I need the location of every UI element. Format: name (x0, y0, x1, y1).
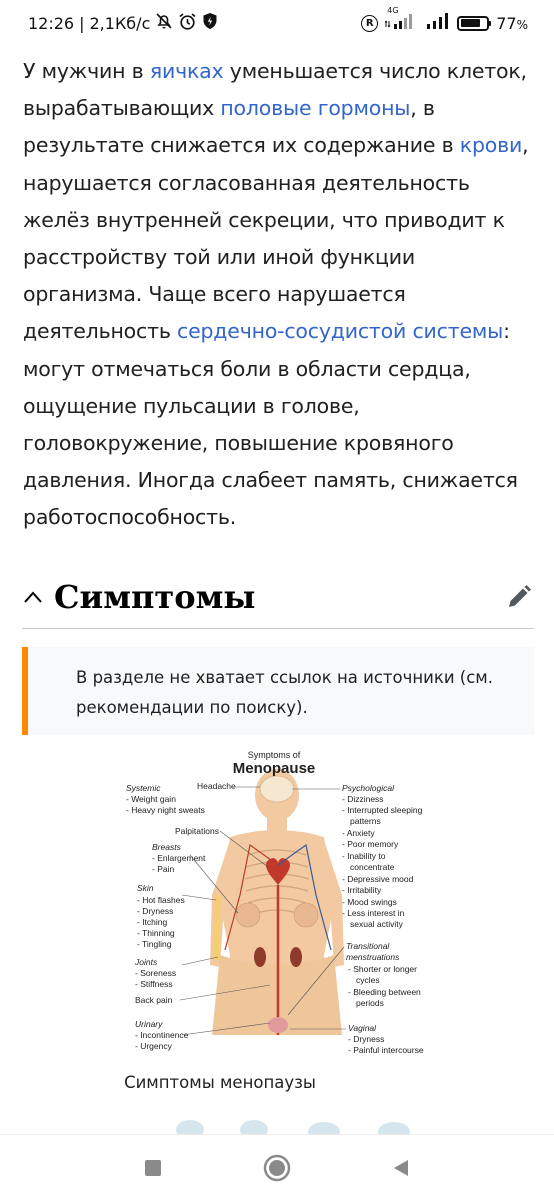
label-transitional: Transitional (346, 941, 390, 951)
menopause-diagram (120, 745, 438, 1065)
arm-bone (216, 895, 218, 960)
label-hot-flashes: - Hot flashes (137, 895, 185, 905)
label-less-interest: - Less interest in (342, 908, 405, 918)
label-shorter-longer: - Shorter or longer (348, 964, 417, 974)
label-irritability: - Irritability (342, 885, 382, 895)
label-vaginal-dryness: - Dryness (348, 1034, 385, 1044)
label-inability: - Inability to (342, 851, 386, 861)
label-psychological: Psychological (342, 783, 394, 793)
label-stiffness: - Stiffness (135, 979, 173, 989)
label-periods: periods (356, 998, 384, 1008)
mute-bell-icon (155, 12, 173, 34)
label-dizziness: - Dizziness (342, 794, 384, 804)
link-sex-hormones[interactable]: половые гормоны (220, 96, 411, 121)
label-mood-swings: - Mood swings (342, 897, 397, 907)
label-tingling: - Tingling (137, 939, 172, 949)
label-concentrate: concentrate (350, 862, 395, 872)
label-bleeding-between: - Bleeding between (348, 987, 421, 997)
battery-icon (457, 16, 489, 31)
article-paragraph (23, 53, 533, 537)
status-bar (0, 0, 554, 46)
brain-shape (260, 776, 294, 802)
fig-header-big: Menopause (232, 760, 316, 777)
home-circle-icon (263, 1154, 291, 1182)
battery-percentage (496, 14, 528, 33)
bladder-shape (268, 1017, 288, 1033)
recents-button[interactable] (91, 1138, 215, 1198)
label-depressive-mood: - Depressive mood (342, 874, 414, 884)
label-cycles: cycles (356, 975, 380, 985)
battery-percent-sign: % (516, 17, 528, 32)
back-button[interactable] (339, 1138, 463, 1198)
network-type: 4G (387, 6, 399, 15)
label-poor-memory: - Poor memory (342, 839, 399, 849)
section-title: Симптомы (54, 577, 256, 616)
article-text-5: : могут отмечаться боли в области сердца, ощущение пульсации в голове, головокружение, повышение кровяного давления. Иногда слабеет память, снижается работоспособность. (23, 319, 518, 530)
status-speed: 2,1Кб/с (89, 13, 151, 33)
label-joints: Joints (135, 957, 158, 967)
status-time: 12:26 (28, 13, 75, 33)
next-image-partial (22, 1116, 534, 1134)
notice-box: В разделе не хватает ссылок на источники (см. рекомендации по поиску). (22, 647, 534, 735)
chevron-up-icon[interactable] (22, 586, 44, 608)
status-separator: | (79, 13, 85, 33)
breast-right (294, 903, 318, 927)
kidney-right (290, 947, 302, 967)
label-urgency: - Urgency (135, 1041, 172, 1051)
label-breasts: Breasts (152, 842, 181, 852)
label-enlargement: - Enlargement (152, 853, 206, 863)
link-cardiovascular-system[interactable]: сердечно-сосудистой системы (177, 319, 504, 344)
menopause-figure[interactable] (120, 745, 438, 1065)
shield-icon (202, 12, 218, 34)
square-icon (143, 1158, 163, 1178)
label-sexual-activity: sexual activity (350, 919, 403, 929)
label-systemic: Systemic (126, 783, 161, 793)
label-incontinence: - Incontinence (135, 1030, 189, 1040)
registered-icon: R (361, 15, 378, 32)
label-interrupted-sleep: - Interrupted sleeping (342, 805, 423, 815)
label-thinning: - Thinning (137, 928, 175, 938)
label-vaginal: Vaginal (348, 1023, 377, 1033)
link-blood[interactable]: крови (459, 133, 523, 158)
label-soreness: - Soreness (135, 968, 177, 978)
home-button[interactable] (215, 1138, 339, 1198)
label-skin: Skin (137, 883, 154, 893)
label-back-pain: Back pain (135, 995, 173, 1005)
label-interrupted-sleep-2: patterns (350, 816, 381, 826)
signal-icon (385, 6, 419, 34)
article-text-3: , в результате снижается их содержание в (23, 96, 460, 158)
article-text-1: У мужчин в (23, 59, 150, 83)
battery-level (461, 19, 480, 27)
signal-icon-2 (426, 12, 450, 34)
battery-value: 77 (496, 13, 517, 33)
label-painful-intercourse: - Painful intercourse (348, 1045, 424, 1055)
figure-caption: Симптомы менопаузы (124, 1073, 316, 1092)
label-night-sweats: - Heavy night sweats (126, 805, 205, 815)
edit-pencil-icon[interactable] (504, 582, 534, 612)
article-text-4: , нарушается согласованная деятельность желёз внутренней секреции, что приводит к расстройству той или иной функции организма. Чаще всего нарушается деятельность (23, 133, 529, 344)
link-testicles[interactable]: яичках (149, 59, 224, 83)
label-weight-gain: - Weight gain (126, 794, 176, 804)
breast-left (236, 903, 260, 927)
fig-header-small: Symptoms of (247, 750, 301, 760)
label-breast-pain: - Pain (152, 864, 175, 874)
label-skin-dryness: - Dryness (137, 906, 174, 916)
system-nav-bar (0, 1134, 554, 1200)
label-palpitations: Palpitations (175, 826, 219, 836)
label-urinary: Urinary (135, 1019, 163, 1029)
alarm-icon (178, 12, 197, 35)
section-header-symptoms[interactable] (22, 565, 534, 629)
article-text-2: уменьшается число клеток, вырабатывающих (23, 59, 527, 121)
back-triangle-icon (391, 1158, 411, 1178)
label-itching: - Itching (137, 917, 168, 927)
label-menstruations: menstruations (346, 952, 400, 962)
label-anxiety: - Anxiety (342, 828, 375, 838)
label-headache: Headache (197, 781, 236, 791)
kidney-left (254, 947, 266, 967)
